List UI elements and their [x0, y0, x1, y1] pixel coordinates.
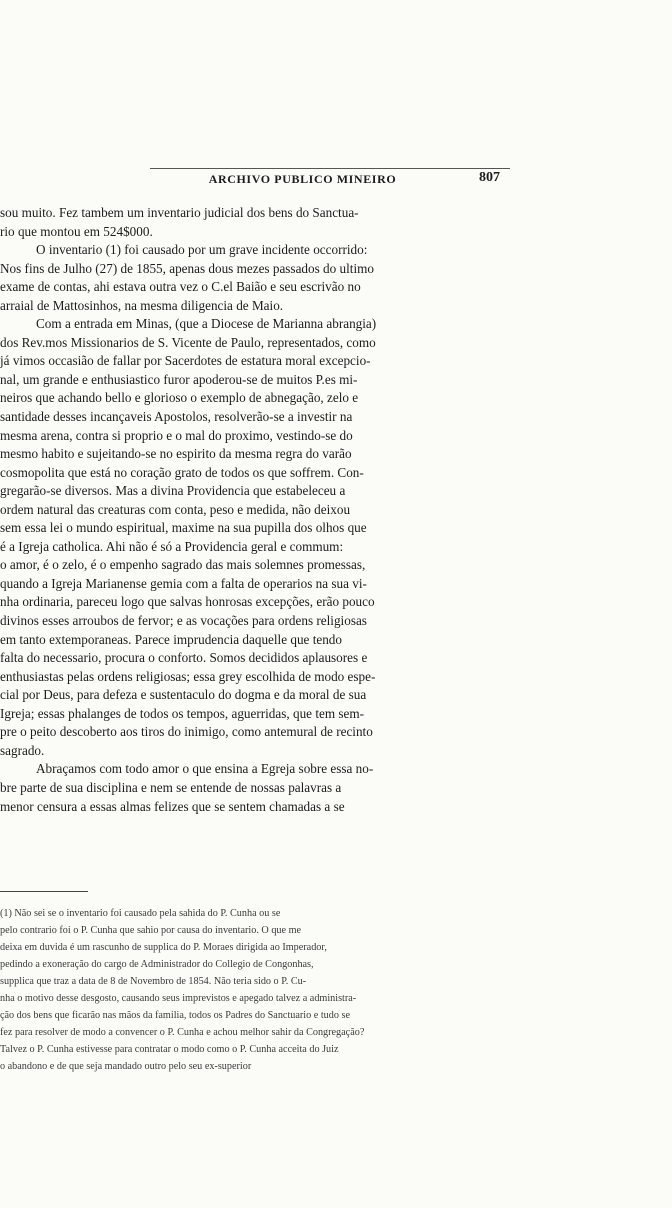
footnote-rule — [0, 891, 88, 892]
body-line: nha ordinaria, pareceu logo que salvas honrosas excepções, erão pouco — [0, 594, 375, 610]
footnote-line: Talvez o P. Cunha estivesse para contratar o modo como o P. Cunha acceita do Juiz — [0, 1044, 339, 1055]
body-line: é a Igreja catholica. Ahi não é só a Providencia geral e commum: — [0, 538, 344, 554]
body-line: pre o peito descoberto aos tiros do inimigo, como antemural de recinto — [0, 724, 373, 740]
body-line: já vimos occasião de fallar por Sacerdotes de estatura moral excepcio- — [0, 353, 371, 369]
body-line: dos Rev.mos Missionarios de S. Vicente de Paulo, representados, como — [0, 334, 376, 350]
body-line: mesma arena, contra si proprio e o mal do proximo, vestindo-se do — [0, 427, 353, 443]
body-line: enthusiastas pelas ordens religiosas; essa grey escolhida de modo espe- — [0, 668, 376, 684]
footnote-line: pelo contrario foi o P. Cunha que sahio por causa do inventario. O que me — [0, 925, 302, 936]
body-line: Nos fins de Julho (27) de 1855, apenas dous mezes passados do ultimo — [0, 260, 374, 276]
body-line: arraial de Mattosinhos, na mesma diligencia de Maio. — [0, 297, 284, 313]
body-line: santidade desses incançaveis Apostolos, resolverão-se a investir na — [0, 409, 353, 425]
footnote-line: ção dos bens que ficarão nas mãos da familia, todos os Padres do Sanctuario e tudo se — [0, 1010, 350, 1021]
body-line: nal, um grande e enthusiastico furor apoderou-se de muitos P.es mi- — [0, 371, 358, 387]
footnote-line: (1) Não sei se o inventario foi causado pela sahida do P. Cunha ou se — [0, 908, 281, 919]
body-line: sagrado. — [0, 742, 45, 758]
footnote-line: supplica que traz a data de 8 de Novembro de 1854. Não teria sido o P. Cu- — [0, 976, 307, 987]
body-text — [0, 204, 510, 816]
running-title: ARCHIVO PUBLICO MINEIRO — [208, 172, 397, 186]
body-line: Abraçamos com todo amor o que ensina a Egreja sobre essa no- — [36, 761, 374, 777]
body-line: gregarão-se diversos. Mas a divina Providencia que estabeleceu a — [0, 483, 346, 499]
footnote-line: fez para resolver de modo a convencer o P. Cunha e achou melhor sahir da Congregação? — [0, 1027, 365, 1038]
body-line: exame de contas, ahi estava outra vez o C.el Baião e seu escrivão no — [0, 279, 361, 295]
body-line: divinos esses arroubos de fervor; e as vocações para ordens religiosas — [0, 613, 367, 629]
body-line: quando a Igreja Marianense gemia com a falta de operarios na sua vi- — [0, 575, 367, 591]
body-line: neiros que achando bello e glorioso o exemplo de abnegação, zelo e — [0, 390, 359, 406]
footnote-line: nha o motivo desse desgosto, causando seus imprevistos e apegado talvez a administra- — [0, 993, 357, 1004]
body-line: falta do necessario, procura o conforto. Somos decididos aplausores e — [0, 650, 368, 666]
body-line: ordem natural das creaturas com conta, peso e medida, não deixou — [0, 501, 351, 517]
header-rule — [150, 168, 510, 169]
body-line: Com a entrada em Minas, (que a Diocese de Marianna abrangia) — [36, 316, 377, 332]
footnotes — [0, 905, 510, 1075]
body-line: sou muito. Fez tambem um inventario judicial dos bens do Sanctua- — [0, 205, 359, 220]
body-line: o amor, é o zelo, é o empenho sagrado das mais solemnes promessas, — [0, 557, 366, 573]
body-line: rio que montou em 524$000. — [0, 223, 153, 239]
footnote-line: pedindo a exoneração do cargo de Administrador do Collegio de Congonhas, — [0, 959, 314, 970]
body-line: em tanto extemporaneas. Parece imprudencia daquelle que tendo — [0, 631, 342, 647]
body-line: cosmopolita que está no coração grato de todos os que soffrem. Con- — [0, 464, 364, 480]
body-line: O inventario (1) foi causado por um grave incidente occorrido: — [36, 242, 368, 258]
footnote-line: deixa em duvida é um rascunho de supplica do P. Moraes dirigida ao Imperador, — [0, 942, 327, 953]
body-line: sem essa lei o mundo espiritual, maxime na sua pupilla dos olhos que — [0, 520, 367, 536]
body-line: mesmo habito e sujeitando-se no espirito da mesma regra do varão — [0, 446, 352, 462]
body-line: Igreja; essas phalanges de todos os tempos, aguerridas, que tem sem- — [0, 705, 365, 721]
body-line: bre parte de sua disciplina e nem se entende de nossas palavras a — [0, 779, 342, 795]
body-line: cial por Deus, para defeza e sustentaculo do dogma e da moral de sua — [0, 687, 367, 703]
body-line: menor censura a essas almas felizes que se sentem chamadas a se — [0, 798, 345, 814]
page-number: 807 — [479, 170, 500, 185]
footnote-line: o abandono e de que seja mandado outro pelo seu ex-superior — [0, 1061, 252, 1072]
